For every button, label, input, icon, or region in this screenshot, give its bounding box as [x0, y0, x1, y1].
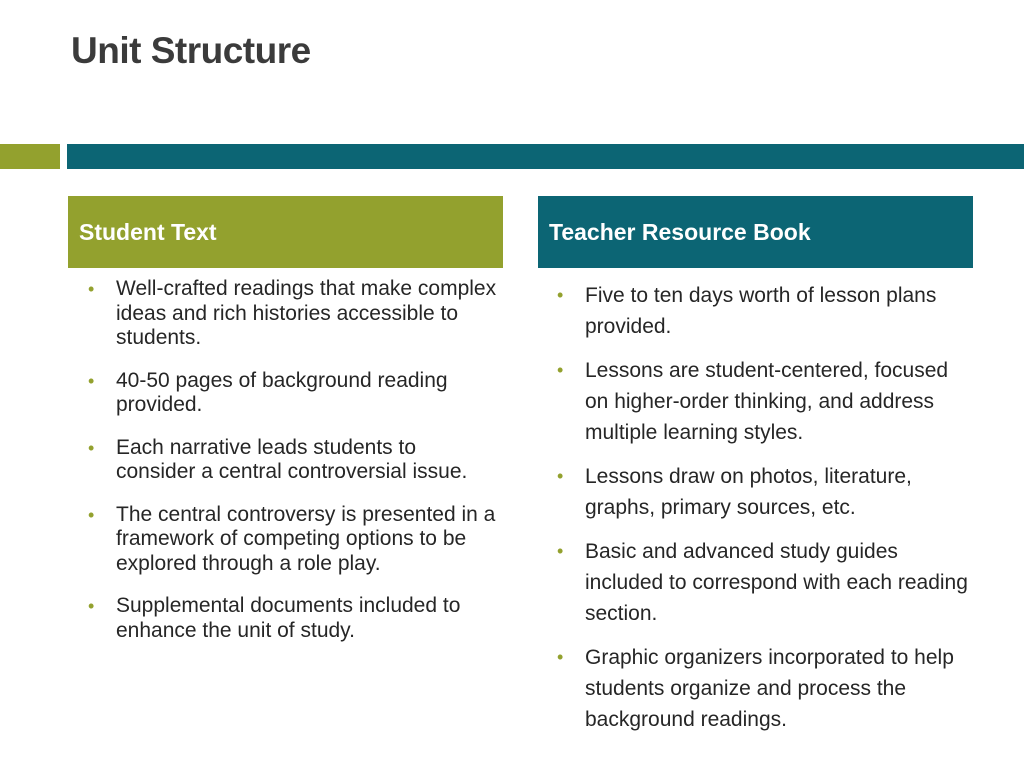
list-item: [80, 369, 500, 418]
list-item-text: Graphic organizers incorporated to help students organize and process the background readings.: [585, 646, 954, 731]
student-text-list: [80, 277, 500, 661]
bullet-icon: •: [557, 466, 564, 486]
bullet-icon: •: [88, 596, 95, 616]
list-item-text: Well-crafted readings that make complex ideas and rich histories accessible to students.: [116, 277, 497, 349]
list-item: [80, 503, 500, 577]
bullet-icon: •: [88, 279, 95, 299]
list-item: [549, 355, 969, 448]
list-item-text: Basic and advanced study guides included to correspond with each reading section.: [585, 540, 968, 625]
accent-bar-green: [0, 144, 60, 169]
list-item: [549, 280, 969, 342]
list-item: [80, 277, 500, 351]
list-item: [549, 642, 969, 735]
list-item-text: Supplemental documents included to enhance the unit of study.: [116, 594, 461, 642]
bullet-icon: •: [88, 370, 95, 391]
list-item-text: Lessons draw on photos, literature, graphs, primary sources, etc.: [585, 465, 912, 519]
list-item: [80, 436, 500, 485]
list-item: [549, 536, 969, 629]
slide-title: Unit Structure: [71, 30, 311, 71]
list-item: [80, 594, 500, 643]
list-item-text: Five to ten days worth of lesson plans provided.: [585, 284, 937, 338]
bullet-icon: •: [557, 285, 564, 305]
teacher-resource-list: [549, 280, 969, 748]
list-item-text: The central controversy is presented in a framework of competing options to be explored through a role play.: [116, 502, 496, 575]
student-text-header: Student Text: [68, 196, 503, 268]
list-item-text: Each narrative leads students to consider a central controversial issue.: [116, 435, 468, 483]
list-item: [549, 461, 969, 523]
bullet-icon: •: [88, 504, 95, 525]
bullet-icon: •: [88, 437, 95, 458]
bullet-icon: •: [557, 360, 564, 380]
list-item-text: Lessons are student-centered, focused on higher-order thinking, and address multiple learning styles.: [585, 359, 949, 444]
bullet-icon: •: [557, 541, 564, 561]
list-item-text: 40-50 pages of background reading provided.: [116, 368, 448, 416]
accent-bar-teal: [67, 144, 1024, 169]
bullet-icon: •: [557, 647, 564, 667]
teacher-resource-header: Teacher Resource Book: [538, 196, 973, 268]
